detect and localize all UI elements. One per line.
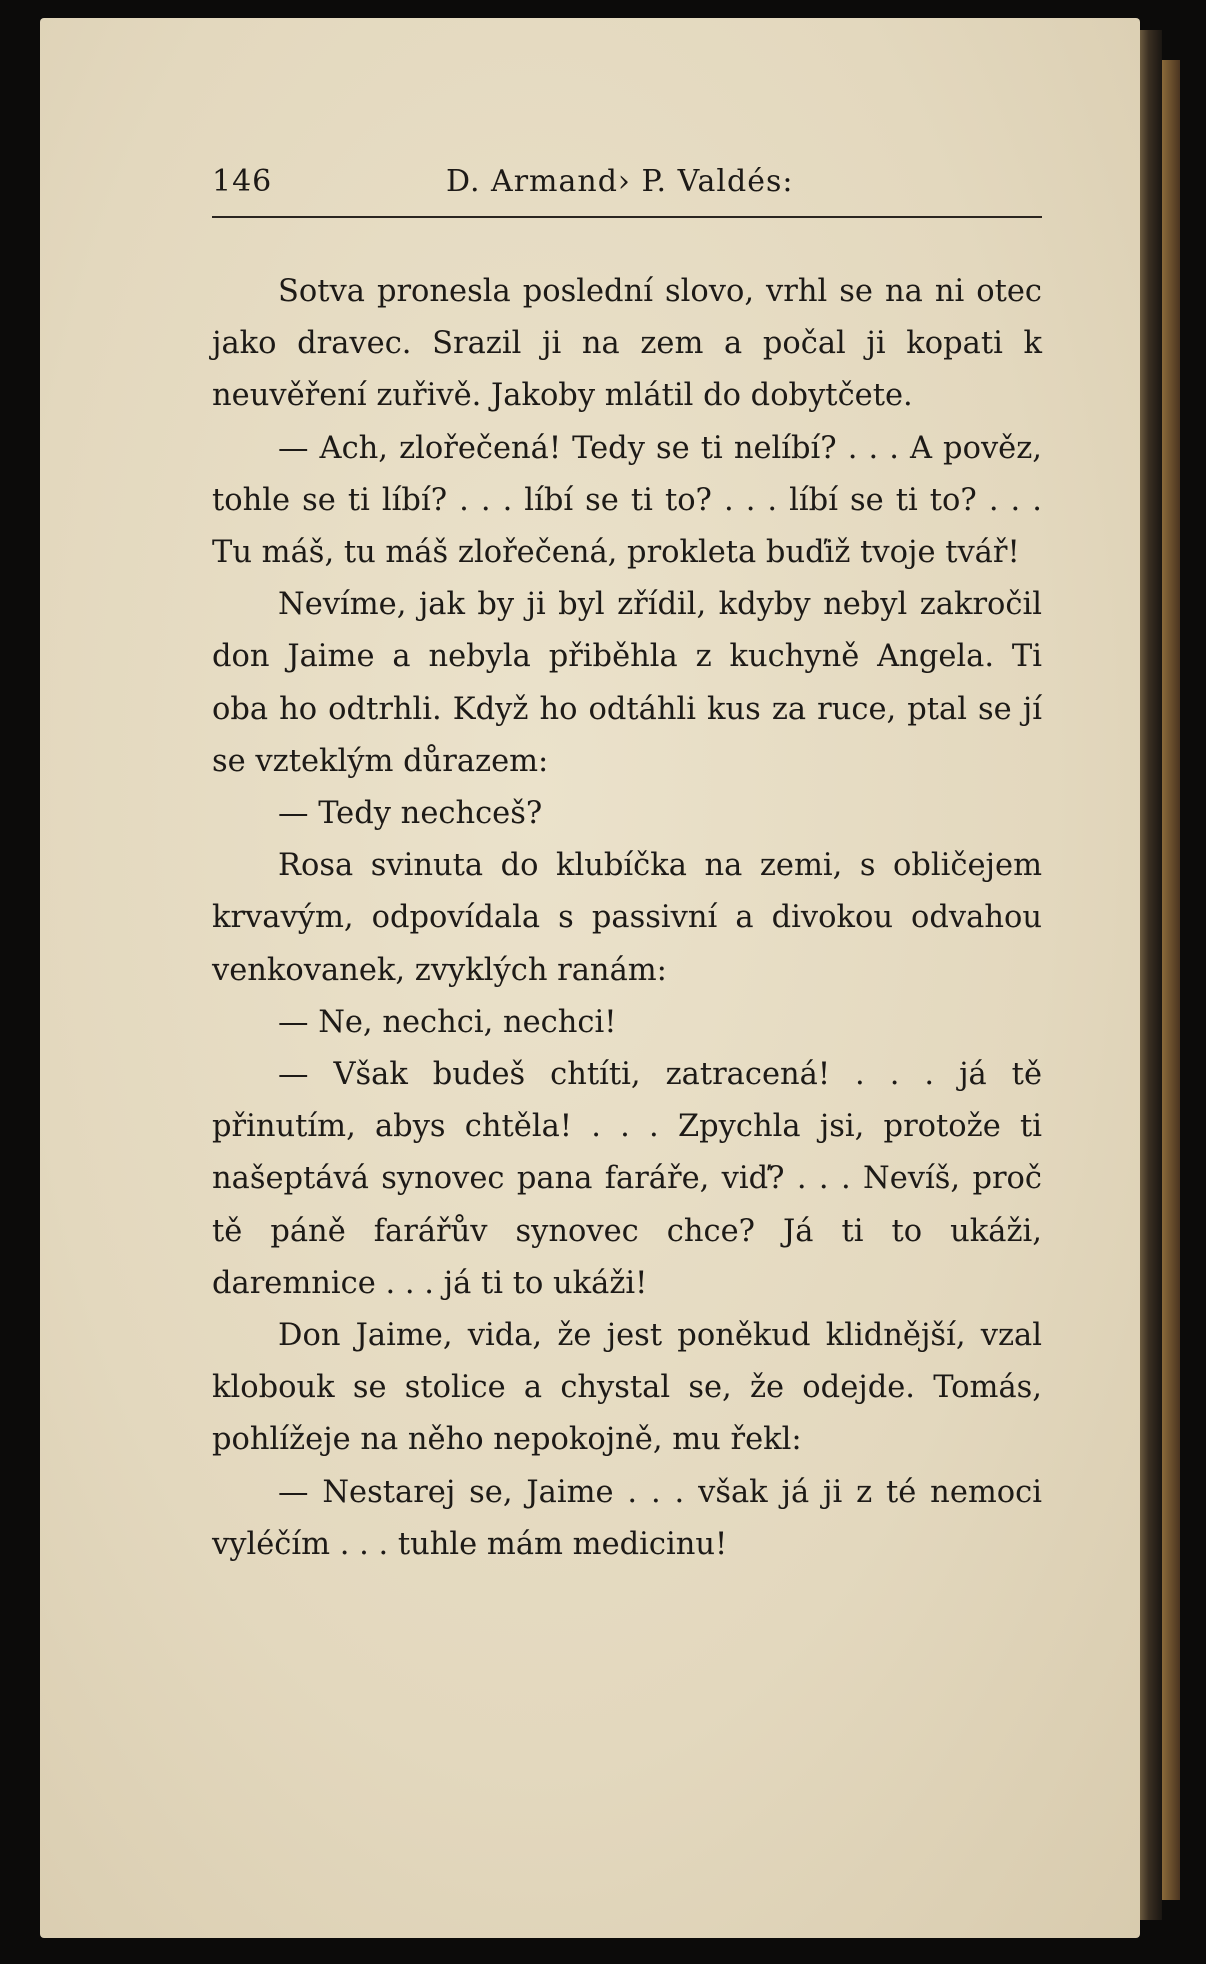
page-number: 146 (212, 164, 273, 199)
paragraph: Nevíme, jak by ji byl zřídil, kdyby nebyl zakročil don Jaime a nebyla přiběhla z kuchyně Angela. Ti oba ho odtrhli. Když ho odtáhli kus za ruce, ptal se jí se vzteklým důrazem: (212, 587, 1042, 779)
paragraph: Sotva pronesla poslední slovo, vrhl se na ni otec jako dravec. Srazil ji na zem a počal ji kopati k neuvěření zuřivě. Jakoby mlátil do dobytčete. (212, 274, 1042, 414)
book-cover-edge (1162, 60, 1180, 1900)
paragraph: — Ach, zlořečená! Tedy se ti nelíbí? . . . A pověz, tohle se ti líbí? . . . líbí se ti to? . . . líbí se ti to? . . . Tu máš, tu máš zlořečená, prokleta buďiž tvoje tvář! (212, 430, 1042, 571)
header-rule (212, 216, 1042, 218)
paragraph: — Tedy nechceš? (278, 796, 543, 832)
paragraph: — Ne, nechci, nechci! (278, 1004, 617, 1040)
body-text (212, 266, 1042, 1571)
paragraph: — Nestarej se, Jaime . . . však já ji z té nemoci vyléčím . . . tuhle mám medicinu! (212, 1474, 1042, 1562)
paragraph: Don Jaime, vida, že jest poněkud klidnější, vzal klobouk se stolice a chystal se, že odejde. Tomás, pohlížeje na něho nepokojně, mu řekl: (212, 1318, 1042, 1458)
paragraph: Rosa svinuta do klubíčka na zemi, s obličejem krvavým, odpovídala s passivní a divokou odvahou venkovanek, zvyklých ranám: (212, 848, 1042, 988)
paragraph: — Však budeš chtíti, zatracená! . . . já tě přinutím, abys chtěla! . . . Zpychla jsi, protože ti našeptává synovec pana faráře, viď? . . . Nevíš, proč tě páně farářův synovec chce? Já ti to ukáži, daremnice . . . já ti to ukáži! (212, 1057, 1042, 1301)
running-title: D. Armand› P. Valdés: (446, 164, 794, 199)
page-header (212, 160, 1042, 210)
page-edge (1140, 30, 1162, 1920)
